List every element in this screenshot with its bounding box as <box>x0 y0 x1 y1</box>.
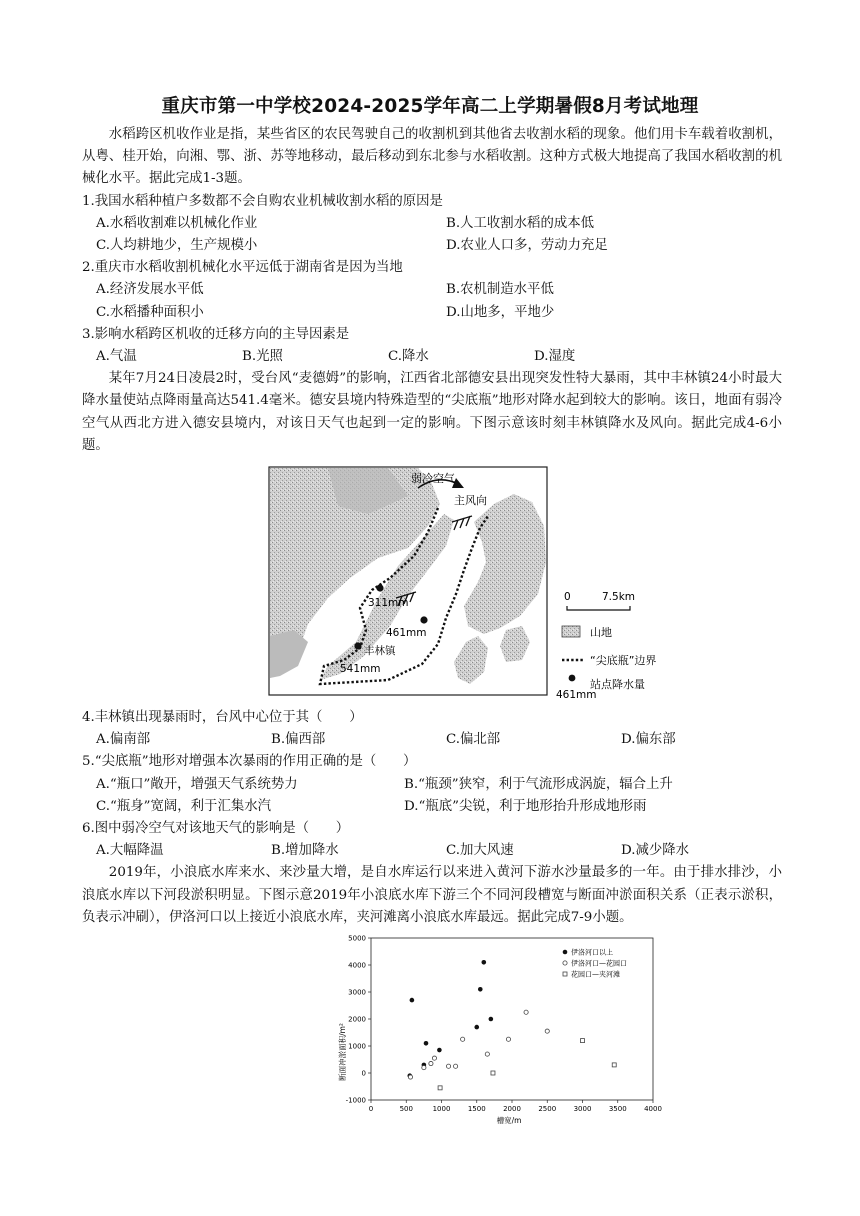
x-tick-label-1: 500 <box>399 1105 413 1113</box>
y-tick-label-6: 5000 <box>348 934 366 943</box>
q2-option-b: B.农机制造水平低 <box>446 282 554 298</box>
legend-marker-2 <box>563 972 567 976</box>
q4-option-d: D.偏东部 <box>621 732 676 748</box>
q6-option-d: D.减少降水 <box>621 843 690 859</box>
q3-option-b: B.光照 <box>242 349 283 365</box>
legend-mountain-label: 山地 <box>590 626 612 639</box>
passage-3: 2019年，小浪底水库来水、来沙量大增，是自水库运行以来进入黄河下游水沙量最多的一年。由于排水排沙，小浪底水库以下河段淤积明显。下图示意2019年小浪底水库下游三个不同河段槽宽与断面冲淤面积关系（正表示淤积，负表示冲刷），伊洛河口以上接近小浪底水库，夹河滩离小浪底水库最远。据此完成7-9小题。 <box>82 865 782 925</box>
q6-option-b: B.增加降水 <box>271 843 339 859</box>
series-1-point-8 <box>506 1037 510 1041</box>
x-tick-label-4: 2000 <box>503 1105 521 1113</box>
question-2-stem: 2.重庆市水稻收割机械化水平远低于湖南省是因为当地 <box>82 260 403 276</box>
y-tick-label-2: 1000 <box>348 1042 366 1051</box>
passage-1: 水稻跨区机收作业是指，某些省区的农民驾驶自己的收割机到其他省去收割水稻的现象。他们用卡车载着收割机，从粤、桂开始，向湘、鄂、浙、苏等地移动，最后移动到东北参与水稻收割。这种方式极大地提高了我国水稻收割的机械化水平。据此完成1-3题。 <box>82 127 782 187</box>
station-311-label: 311mm <box>368 597 409 609</box>
scale-bar <box>567 606 630 610</box>
terrain-map <box>268 466 688 702</box>
series-1-point-6 <box>461 1037 465 1041</box>
question-3-stem: 3.影响水稻跨区机收的迁移方向的主导因素是 <box>82 326 350 342</box>
series-1-point-5 <box>454 1064 458 1068</box>
series-2-point-3 <box>612 1063 616 1067</box>
series-1-point-10 <box>545 1029 549 1033</box>
q1-option-b: B.人工收割水稻的成本低 <box>446 215 595 231</box>
series-0-point-1 <box>410 998 415 1003</box>
station-541-label: 541mm <box>340 663 381 675</box>
legend-marker-1 <box>563 961 567 965</box>
legend-label-2: 花园口—夹河滩 <box>571 970 620 979</box>
question-4-stem: 4.丰林镇出现暴雨时，台风中心位于其（ ） <box>82 710 363 726</box>
legend-border-label: “尖底瓶”边界 <box>590 654 657 667</box>
series-0-point-6 <box>478 987 483 992</box>
question-2-options <box>82 279 782 323</box>
y-tick-label-3: 2000 <box>348 1015 366 1024</box>
q4-option-c: C.偏北部 <box>446 732 501 748</box>
legend-station-value: 461mm <box>556 689 597 701</box>
q2-option-d: D.山地多，平地少 <box>446 304 555 320</box>
q5-option-a: A.“瓶口”敞开，增强天气系统势力 <box>96 776 298 792</box>
station-461-label: 461mm <box>386 627 427 639</box>
chart-marks <box>407 960 616 1090</box>
series-1-point-0 <box>408 1075 412 1079</box>
x-tick-label-7: 3500 <box>608 1105 627 1113</box>
q3-option-d: D.湿度 <box>534 349 576 365</box>
question-6-stem: 6.图中弱冷空气对该地天气的影响是（ ） <box>82 821 350 837</box>
series-1-point-4 <box>446 1064 450 1068</box>
page-title: 重庆市第一中学校2024-2025学年高二上学期暑假8月考试地理 <box>161 96 699 117</box>
legend-station-swatch <box>569 675 576 682</box>
question-5-stem: 5.“尖底瓶”地形对增强本次暴雨的作用正确的是（ ） <box>82 754 417 770</box>
series-2-point-0 <box>438 1086 442 1090</box>
q3-option-c: C.降水 <box>388 349 429 365</box>
q6-option-a: A.大幅降温 <box>96 843 164 859</box>
question-5-options <box>82 774 782 818</box>
series-2-point-1 <box>491 1071 495 1075</box>
legend-mountain-swatch <box>562 626 580 637</box>
legend-station-label: 站点降水量 <box>590 678 645 691</box>
q2-option-c: C.水稻播种面积小 <box>96 304 204 320</box>
cold-air-label: 弱冷空气 <box>411 472 455 485</box>
town-label: 丰林镇 <box>364 645 396 657</box>
series-2-point-2 <box>581 1039 585 1043</box>
passage-2: 某年7月24日凌晨2时，受台风“麦德姆”的影响，江西省北部德安县出现突发性特大暴雨，其中丰林镇24小时最大降水量使站点降雨量高达541.4毫米。德安县境内特殊造型的“尖底瓶”地形对降水起到较大的影响。该日，地面有弱冷空气从西北方进入德安县境内，对该日天气也起到一定的影响。下图示意该时刻丰林镇降水及风向。据此完成4-6小题。 <box>82 371 782 453</box>
x-tick-label-5: 2500 <box>538 1105 557 1113</box>
q4-option-a: A.偏南部 <box>96 732 151 748</box>
question-1-stem: 1.我国水稻种植户多数都不会自购农业机械收割水稻的原因是 <box>82 193 443 209</box>
series-0-point-5 <box>474 1025 479 1030</box>
q1-option-a: A.水稻收割难以机械化作业 <box>96 215 258 231</box>
q5-option-d: D.“瓶底”尖锐，利于地形抬升形成地形雨 <box>404 798 647 814</box>
series-0-point-7 <box>482 960 487 965</box>
x-tick-label-8: 4000 <box>644 1105 662 1113</box>
series-0-point-4 <box>437 1048 442 1053</box>
q3-option-a: A.气温 <box>96 349 137 365</box>
q6-option-c: C.加大风速 <box>446 843 514 859</box>
town-station <box>354 642 361 649</box>
q4-option-b: B.偏西部 <box>271 732 326 748</box>
y-tick-label-5: 4000 <box>348 961 366 970</box>
y-tick-label-0: -1000 <box>345 1096 366 1105</box>
scatter-chart <box>333 930 663 1130</box>
q5-option-c: C.“瓶身”宽阔，利于汇集水汽 <box>96 798 272 814</box>
scale-length-label: 7.5km <box>602 591 636 603</box>
q2-option-a: A.经济发展水平低 <box>96 282 204 298</box>
series-1-point-7 <box>485 1052 489 1056</box>
question-1-options <box>82 213 782 257</box>
station-311 <box>376 584 383 591</box>
question-3-options <box>82 346 782 368</box>
y-tick-label-1: 0 <box>361 1069 366 1078</box>
series-1-point-2 <box>429 1061 433 1065</box>
x-tick-label-2: 1000 <box>432 1105 451 1113</box>
series-1-point-9 <box>524 1010 528 1014</box>
legend-label-1: 伊洛河口—花园口 <box>571 959 627 968</box>
legend-marker-0 <box>563 950 568 955</box>
legend-label-0: 伊洛河口以上 <box>571 948 613 957</box>
scale-zero-label: 0 <box>564 591 571 603</box>
x-axis-label: 槽宽/m <box>496 1116 522 1125</box>
series-1-point-3 <box>432 1056 436 1060</box>
q1-option-c: C.人均耕地少，生产规模小 <box>96 238 258 254</box>
q1-option-d: D.农业人口多，劳动力充足 <box>446 238 608 254</box>
main-wind-label: 主风向 <box>454 494 487 507</box>
series-0-point-3 <box>424 1041 429 1046</box>
y-axis-label: 断面冲淤面积/m² <box>338 1023 347 1081</box>
question-6-options <box>82 840 782 862</box>
x-tick-label-3: 1500 <box>467 1105 486 1113</box>
q5-option-b: B.“瓶颈”狭窄，利于气流形成涡旋，辐合上升 <box>404 776 673 792</box>
question-4-options <box>82 729 782 751</box>
chart-legend <box>563 948 627 979</box>
x-tick-label-0: 0 <box>368 1105 374 1113</box>
y-tick-label-4: 3000 <box>348 988 366 997</box>
series-1-point-1 <box>422 1066 426 1070</box>
series-0-point-8 <box>489 1017 494 1022</box>
station-461 <box>420 616 427 623</box>
x-tick-label-6: 3000 <box>573 1105 592 1113</box>
